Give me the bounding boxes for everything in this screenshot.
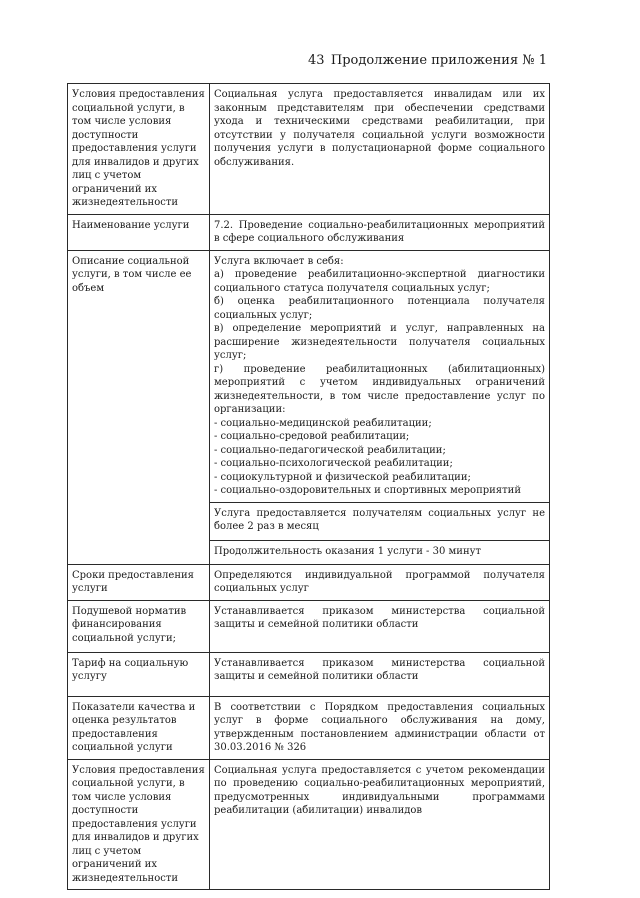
list-item: - социально-педагогической реабилитации; xyxy=(214,444,446,456)
list-item: в) определение мероприятий и услуг, направленных на расширение жизнедеятельности получателя социальных услуг; xyxy=(214,323,545,361)
row-value: Определяются индивидуальной программой получателя социальных услуг xyxy=(210,564,550,600)
list-item: - социально-средовой реабилитации; xyxy=(214,431,410,442)
row-label: Подушевой норматив финансирования социальной услуги; xyxy=(68,600,210,652)
row-value-frequency: Услуга предоставляется получателям социальных услуг не более 2 раз в месяц xyxy=(210,502,550,540)
row-value: В соответствии с Порядком предоставления социальных услуг в форме социального обслуживания на дому, утвержденным постановлением администрации области от 30.03.2016 № 326 xyxy=(210,696,550,759)
list-item: г) проведение реабилитационных (абилитационных) мероприятий с учетом индивидуальных ограничений жизнедеятельности, в том числе предоставление услуг по организации: xyxy=(214,363,545,415)
row-value-duration: Продолжительность оказания 1 услуги - 30 минут xyxy=(210,540,550,564)
row-label: Наименование услуги xyxy=(68,214,210,250)
page-number: 43 xyxy=(308,53,325,68)
table-row xyxy=(68,759,550,890)
row-value: Социальная услуга предоставляется с учетом рекомендации по проведению социально-реабилитационных мероприятий, предусмотренных индивидуальными программами реабилитации (абилитации) инвалидов xyxy=(210,759,550,890)
list-item: - социокультурной и физической реабилитации; xyxy=(214,471,471,483)
service-table xyxy=(67,83,550,890)
row-label: Условия предоставления социальной услуги, в том числе условия доступности предоставления услуги для инвалидов и других лиц с учетом ограничений их жизнедеятельности xyxy=(68,84,210,215)
list-item: - социально-оздоровительных и спортивных мероприятий xyxy=(214,485,521,496)
row-label: Условия предоставления социальной услуги, в том числе условия доступности предоставления услуги для инвалидов и других лиц с учетом ограничений их жизнедеятельности xyxy=(68,759,210,890)
list-item: - социально-медицинской реабилитации; xyxy=(214,417,432,429)
table-row xyxy=(68,696,550,759)
row-value-list xyxy=(210,250,550,502)
table-row xyxy=(68,84,550,215)
row-value: 7.2. Проведение социально-реабилитационных мероприятий в сфере социального обслуживания xyxy=(210,214,550,250)
row-label: Описание социальной услуги, в том числе ее объем xyxy=(68,250,210,564)
list-item: - социально-психологической реабилитации; xyxy=(214,458,453,469)
row-value: Социальная услуга предоставляется инвалидам или их законным представителям при обеспечении средствами ухода и техническими средствами реабилитации, при отсутствии у получателя социальной услуги возможности получения услуги в полустационарной форме социального обслуживания. xyxy=(210,84,550,215)
table-row xyxy=(68,600,550,652)
appendix-header: Продолжение приложения № 1 xyxy=(330,53,547,68)
row-value: Устанавливается приказом министерства социальной защиты и семейной политики области xyxy=(210,652,550,696)
row-value: Устанавливается приказом министерства социальной защиты и семейной политики области xyxy=(210,600,550,652)
list-item: Услуга включает в себя: xyxy=(214,255,344,267)
table-row xyxy=(68,564,550,600)
row-label: Сроки предоставления услуги xyxy=(68,564,210,600)
list-item: а) проведение реабилитационно-экспертной диагностики социального статуса получателя социальных услуг; xyxy=(214,269,545,294)
table-row xyxy=(68,250,550,502)
row-label: Тариф на социальную услугу xyxy=(68,652,210,696)
list-item: б) оценка реабилитационного потенциала получателя социальных услуг; xyxy=(214,296,545,321)
table-row xyxy=(68,652,550,696)
table-row xyxy=(68,214,550,250)
row-label: Показатели качества и оценка результатов предоставления социальной услуги xyxy=(68,696,210,759)
